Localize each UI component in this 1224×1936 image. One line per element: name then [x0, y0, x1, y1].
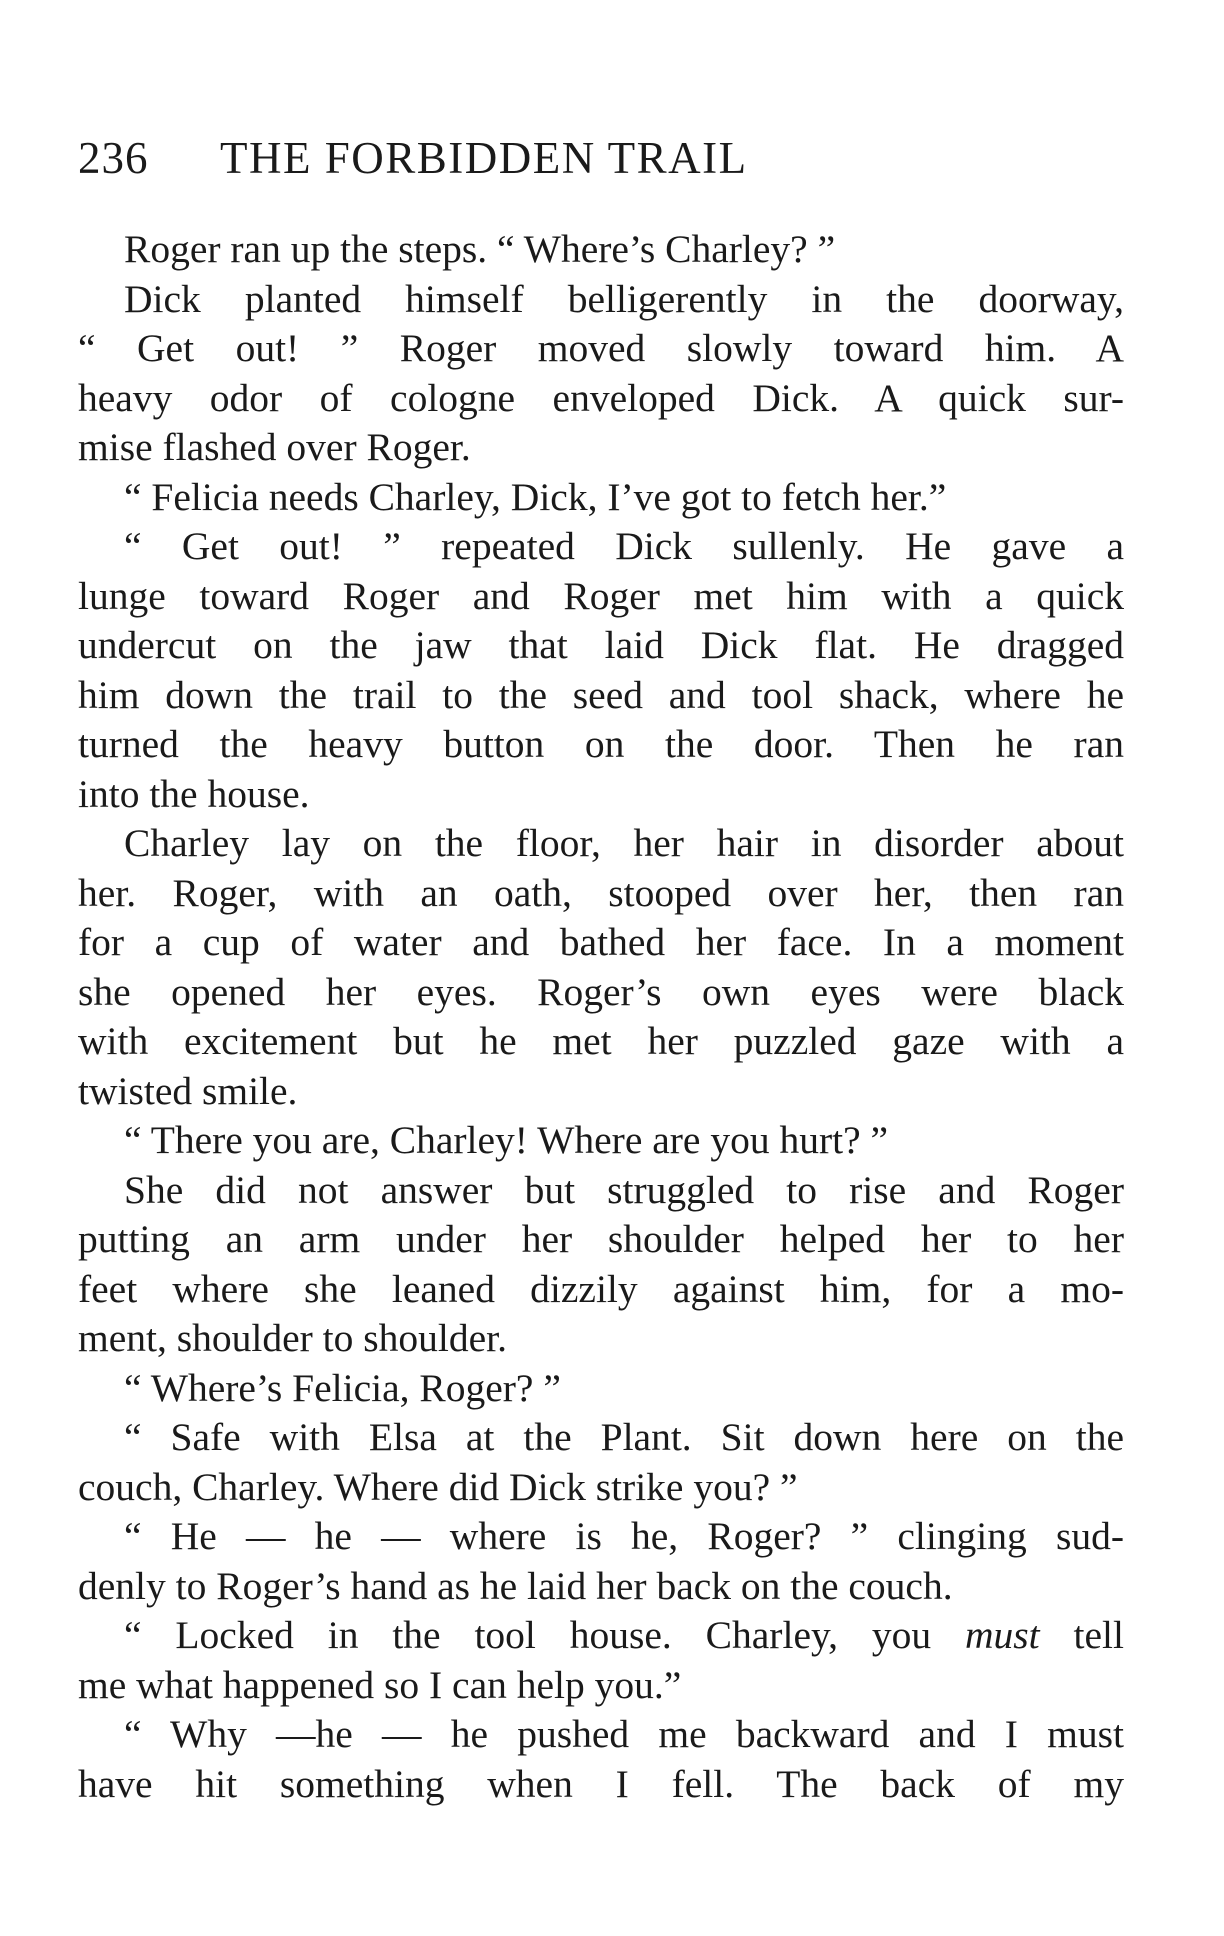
running-head — [78, 128, 1128, 188]
text-line — [78, 572, 1124, 622]
text-segment: mise flashed over Roger. — [78, 425, 471, 469]
text-segment: “ Felicia needs Charley, Dick, I’ve got to fetch her.” — [124, 474, 947, 519]
text-line — [78, 869, 1124, 919]
text-segment: turned the heavy button on the door. Then he ran — [78, 722, 1124, 766]
text-segment: tell — [1039, 1613, 1124, 1657]
text-line — [78, 1364, 1124, 1414]
text-line — [78, 522, 1124, 572]
text-line — [78, 621, 1124, 671]
text-line — [78, 968, 1124, 1018]
text-line — [78, 374, 1124, 424]
text-line — [78, 671, 1124, 721]
text-segment: Roger ran up the steps. “ Where’s Charley? ” — [124, 227, 836, 271]
text-segment: couch, Charley. Where did Dick strike you? ” — [78, 1464, 798, 1509]
text-segment: undercut on the jaw that laid Dick flat. He dragged — [78, 623, 1124, 667]
text-segment: denly to Roger’s hand as he laid her back on the couch. — [78, 1563, 953, 1608]
text-segment: “ There you are, Charley! Where are you hurt? ” — [124, 1118, 889, 1162]
text-line — [78, 720, 1124, 770]
text-segment: She did not answer but struggled to rise and Roger — [124, 1167, 1124, 1212]
text-segment: “ Safe with Elsa at the Plant. Sit down here on the — [124, 1415, 1124, 1459]
text-segment: “ Where’s Felicia, Roger? ” — [124, 1365, 561, 1410]
text-line — [78, 819, 1124, 869]
text-line — [78, 1413, 1124, 1463]
book-title: THE FORBIDDEN TRAIL — [220, 133, 748, 183]
text-line — [78, 275, 1124, 325]
text-segment: feet where she leaned dizzily against him, for a mo- — [78, 1266, 1124, 1311]
text-segment: for a cup of water and bathed her face. In a moment — [78, 920, 1124, 964]
text-line — [78, 918, 1124, 968]
text-segment: him down the trail to the seed and tool shack, where he — [78, 672, 1124, 717]
text-line — [78, 1710, 1124, 1760]
text-line — [78, 770, 1124, 820]
text-segment: with excitement but he met her puzzled gaze with a — [78, 1019, 1124, 1063]
text-line — [78, 1512, 1124, 1562]
text-segment: “ Get out! ” repeated Dick sullenly. He gave a — [124, 524, 1124, 568]
text-segment: her. Roger, with an oath, stooped over her, then ran — [78, 870, 1124, 915]
text-line — [78, 1463, 1124, 1513]
text-line — [78, 1017, 1124, 1067]
text-segment: she opened her eyes. Roger’s own eyes were black — [78, 969, 1124, 1014]
text-segment: “ Locked in the tool house. Charley, you — [124, 1613, 966, 1657]
text-segment: ment, shoulder to shoulder. — [78, 1316, 507, 1360]
text-line — [78, 1116, 1124, 1166]
text-line — [78, 423, 1124, 473]
text-segment: “ He — he — where is he, Roger? ” clinging sud- — [124, 1514, 1124, 1558]
text-segment: heavy odor of cologne enveloped Dick. A quick sur- — [78, 375, 1124, 420]
text-segment: me what happened so I can help you.” — [78, 1662, 682, 1707]
text-line — [78, 324, 1124, 374]
text-line — [78, 1611, 1124, 1661]
text-segment: have hit something when I fell. The back of my — [78, 1761, 1124, 1806]
text-line — [78, 1215, 1124, 1265]
text-line — [78, 1314, 1124, 1364]
text-segment: Dick planted himself belligerently in the doorway, — [124, 276, 1124, 321]
text-segment: into the house. — [78, 771, 310, 816]
text-segment: putting an arm under her shoulder helped her to her — [78, 1217, 1124, 1261]
text-segment: Charley lay on the floor, her hair in disorder about — [124, 821, 1124, 865]
text-line — [78, 1760, 1124, 1810]
text-segment: lunge toward Roger and Roger met him with a quick — [78, 573, 1124, 618]
text-line — [78, 1661, 1124, 1711]
text-line — [78, 1265, 1124, 1315]
text-segment: “ Get out! ” Roger moved slowly toward him. A — [78, 326, 1124, 370]
text-line — [78, 1067, 1124, 1117]
emphasized-word: must — [965, 1613, 1040, 1657]
text-line — [78, 473, 1124, 523]
body-text — [78, 225, 1124, 1809]
text-line — [78, 225, 1124, 275]
text-line — [78, 1562, 1124, 1612]
text-line — [78, 1166, 1124, 1216]
text-segment: “ Why —he — he pushed me backward and I must — [124, 1712, 1124, 1756]
text-segment: twisted smile. — [78, 1068, 298, 1113]
page-number: 236 — [78, 133, 149, 183]
